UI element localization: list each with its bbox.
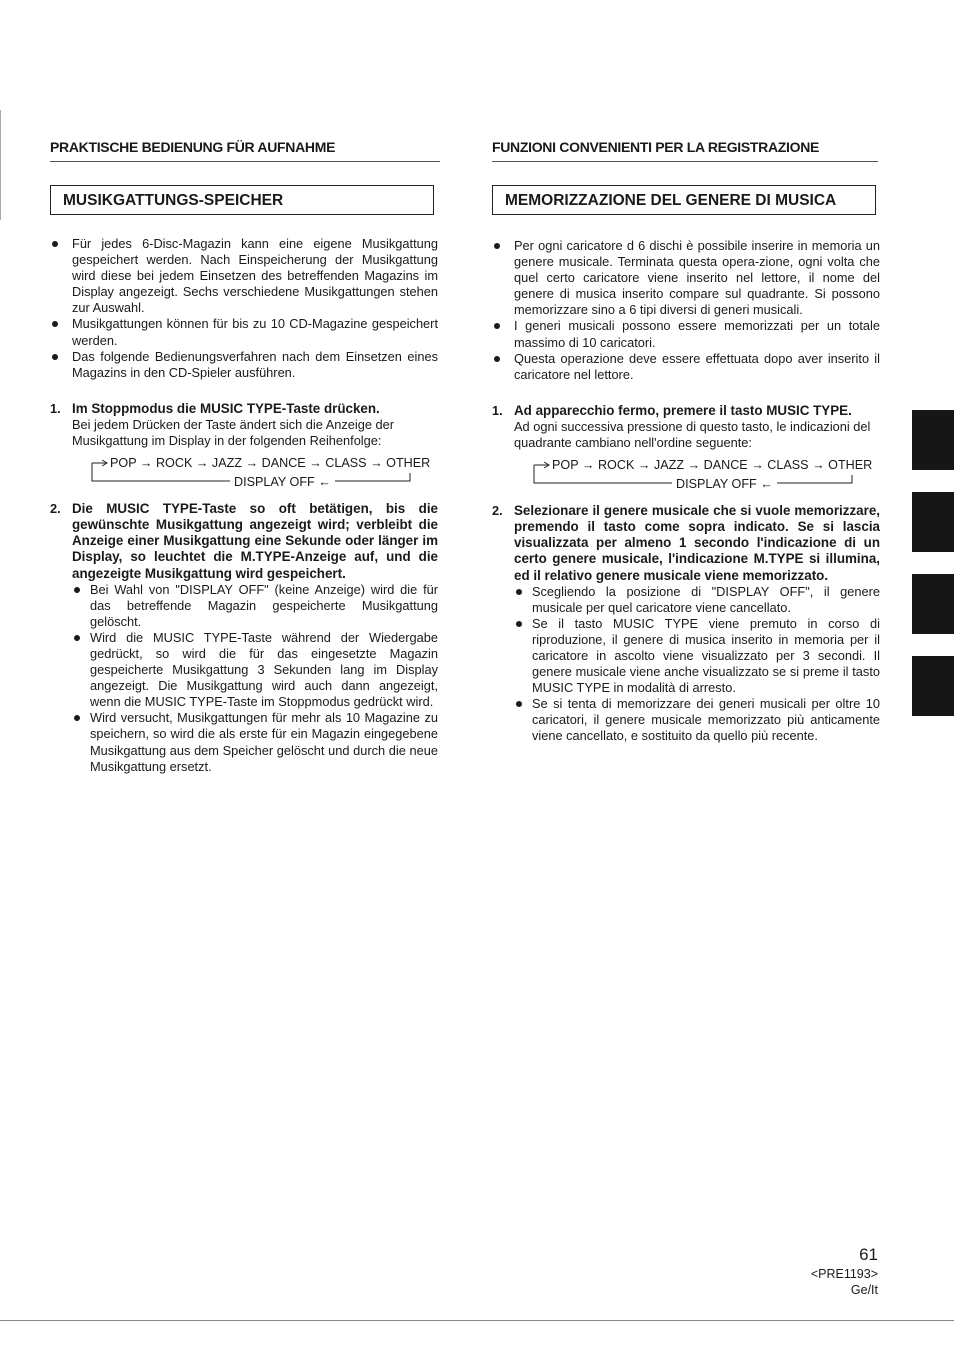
note-text: Se il tasto MUSIC TYPE viene premuto in corso di riproduzione, il genere di musica inserito in memoria per il caricatore in ascolto viene visualizzato per 3 secondi. Il genere musicale viene anche visualizzato se si preme il tasto MUSIC TYPE in modalità di arresto. (532, 615, 880, 696)
step-heading: Selezionare il genere musicale che si vuole memorizzare, premendo il tasto come sopra indicato. Se si lascia visualizzata per almeno 1 secondo l'indicazione di un certo genere musicale, l'indicazione M.TYPE si illumina, ed il relativo genere musicale viene memorizzato. (514, 503, 880, 583)
bullet-dot-icon (52, 354, 58, 360)
note-item (72, 710, 438, 774)
note-item (514, 616, 880, 696)
step-heading: Ad apparecchio fermo, premere il tasto MUSIC TYPE. (514, 402, 852, 418)
step-number: 2. (492, 503, 503, 519)
step-number: 1. (492, 402, 503, 418)
note-text: Scegliendo la posizione di "DISPLAY OFF", il genere musicale per quel caricatore viene cancellato. (532, 583, 880, 615)
bullet-item (50, 316, 438, 348)
bullet-text: Musikgattungen können für bis zu 10 CD-Magazine gespeichert werden. (72, 316, 438, 348)
body-text (492, 238, 880, 745)
bullet-item (50, 236, 438, 316)
note-text: Wird die MUSIC TYPE-Taste während der Wiedergabe gedrückt, so wird die für das eingesetzte Magazin gespeicherte Musikgattung 3 Sekunden lang im Display angezeigt. Die Musikgattung wird auch dann angezeigt, wenn die MUSIC TYPE-Taste im Stoppmodus gedrückt wird. (90, 629, 438, 710)
bullet-dot-icon (494, 356, 500, 362)
bullet-item (492, 351, 880, 383)
section-heading-text: PRAKTISCHE BEDIENUNG FÜR AUFNAHME (50, 139, 336, 155)
note-item (72, 582, 438, 630)
bullet-item (492, 238, 880, 318)
bullet-dot-icon (516, 701, 522, 707)
section-heading-text: FUNZIONI CONVENIENTI PER LA REGISTRAZIONE (492, 139, 820, 155)
section-heading (50, 139, 440, 162)
side-tab-marker (912, 410, 954, 470)
step-1 (50, 401, 438, 495)
bullet-text: Das folgende Bedienungsverfahren nach dem Einsetzen eines Magazins in den CD-Spieler ausführen. (72, 348, 438, 380)
note-item (514, 696, 880, 744)
side-tab-marker (912, 492, 954, 552)
page-footer (811, 1244, 878, 1298)
bullet-dot-icon (494, 323, 500, 329)
bullet-text: I generi musicali possono essere memorizzati per un totale massimo di 10 caricatori. (514, 318, 880, 350)
title-box (492, 185, 876, 215)
side-tab-marker (912, 656, 954, 716)
bullet-dot-icon (74, 587, 80, 593)
side-tab-marker (912, 574, 954, 634)
section-heading (492, 139, 878, 162)
step-text: Ad ogni successiva pressione di questo tasto, le indicazioni del quadrante cambiano nell'ordine seguente: (514, 418, 871, 451)
step-1 (492, 403, 880, 497)
bottom-rule (0, 1320, 954, 1321)
step-number: 2. (50, 501, 61, 517)
note-item (72, 630, 438, 710)
bullet-dot-icon (74, 635, 80, 641)
step-heading: Im Stoppmodus die MUSIC TYPE-Taste drücken. (72, 400, 380, 416)
language-code: Ge/It (850, 1283, 878, 1297)
step-number: 1. (50, 400, 61, 416)
title-box (50, 185, 434, 215)
note-text: Bei Wahl von "DISPLAY OFF" (keine Anzeige) wird die für das betreffende Magazin gespeicherte Musikgattung gelöscht. (90, 581, 438, 629)
note-item (514, 584, 880, 616)
note-list (72, 582, 438, 775)
title-text: MEMORIZZAZIONE DEL GENERE DI MUSICA (505, 192, 837, 209)
bullet-dot-icon (52, 321, 58, 327)
note-text: Se si tenta di memorizzare dei generi musicali per oltre 10 caricatori, il genere musicale memorizzato più anticamente viene cancellato, e sostituito da quello più recente. (532, 696, 880, 744)
bullet-item (50, 349, 438, 381)
page-number: 61 (859, 1245, 878, 1264)
sequence-text: POP → ROCK → JAZZ → DANCE → CLASS → OTHER (552, 458, 873, 473)
note-text: Wird versucht, Musikgattungen für mehr als 10 Magazine zu speichern, so wird die als erste für ein Magazin eingegebene Musikgattung aus dem Speicher gelöscht und durch die neue Musikgattung ersetzt. (90, 710, 438, 774)
sequence-diagram (72, 455, 438, 495)
step-2 (492, 503, 880, 744)
display-off-text: DISPLAY OFF ← (230, 474, 335, 490)
note-list (514, 584, 880, 745)
bullet-text: Questa operazione deve essere effettuata dopo aver inserito il caricatore nel lettore. (514, 350, 880, 382)
step-heading: Die MUSIC TYPE-Taste so oft betätigen, bis die gewünschte Musikgattung angezeigt wird; verbleibt die Anzeige einer Musikgattung eine Sekunde oder länger im Display, so leuchtet die M.TYPE-Anzeige auf, und die angezeigte Musikgattung wird gespeichert. (72, 501, 438, 581)
body-text (50, 236, 438, 775)
bullet-dot-icon (516, 621, 522, 627)
bullet-dot-icon (52, 241, 58, 247)
bullet-text: Für jedes 6-Disc-Magazin kann eine eigene Musikgattung gespeichert werden. Nach Einspeicherung der Musikgattung wird diese bei jedem Einsetzen des betreffenden Magazins im Display angezeigt. Sechs verschiedene Musikgattungen stehen zur Auswahl. (72, 236, 438, 316)
bullet-list (492, 238, 880, 383)
display-off-text: DISPLAY OFF ← (672, 476, 777, 492)
title-text: MUSIKGATTUNGS-SPEICHER (63, 192, 284, 209)
bullet-item (492, 318, 880, 350)
bullet-text: Per ogni caricatore d 6 dischi è possibile inserire in memoria un genere musicale. Terminata questa opera-zione, ogni volta che quel certo caricatore viene inserito nel lettore, il nome del genere di musica inserito compare sul quadrante. Si possono memorizzare sino a 6 tipi diversi di generi musicali. (514, 238, 880, 318)
bullet-list (50, 236, 438, 381)
sequence-text: POP → ROCK → JAZZ → DANCE → CLASS → OTHER (110, 456, 431, 471)
bullet-dot-icon (74, 715, 80, 721)
scan-edge-line (0, 110, 1, 220)
document-code: <PRE1193> (810, 1267, 878, 1281)
sequence-diagram (514, 457, 880, 497)
bullet-dot-icon (494, 243, 500, 249)
step-text: Bei jedem Drücken der Taste ändert sich die Anzeige der Musikgattung im Display in der folgenden Reihenfolge: (72, 416, 395, 449)
step-2 (50, 501, 438, 775)
bullet-dot-icon (516, 589, 522, 595)
